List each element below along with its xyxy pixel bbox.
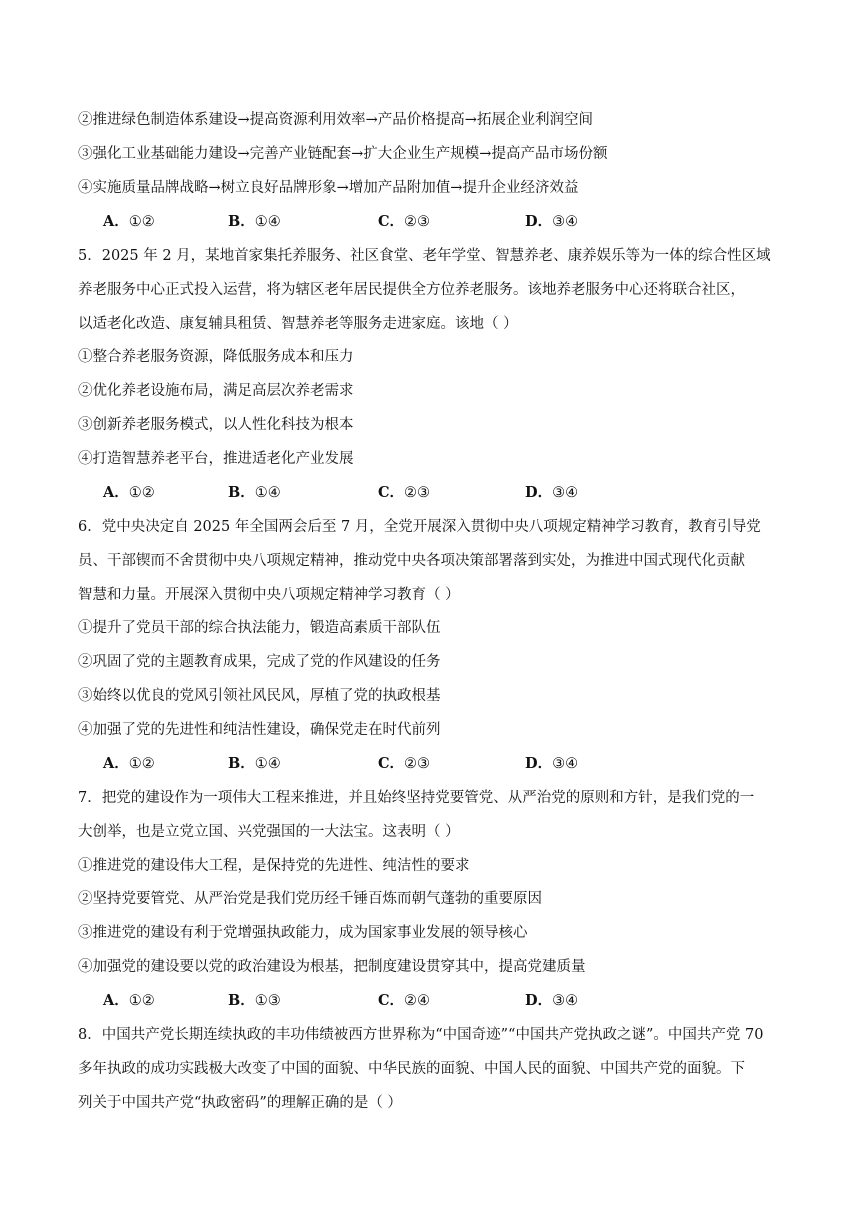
q4-option-a: A．①② (103, 213, 155, 230)
q6-stem-line-1: 6．党中央决定自 2025 年全国两会后至 7 月，全党开展深入贯彻中央八项规定精神学习教育，教育引导党 (78, 519, 761, 535)
q8-stem-line-3: 列关于中国共产党“执政密码”的理解正确的是（ ） (78, 1095, 402, 1111)
q6-stem-line-2: 员、干部锲而不舍贯彻中央八项规定精神，推动党中央各项决策部署落到实处，为推进中国式现代化贡献 (78, 553, 745, 569)
q5-stem-line-2: 养老服务中心正式投入运营，将为辖区老年居民提供全方位养老服务。该地养老服务中心还将联合社区， (78, 282, 745, 298)
q5-item-2: ②优化养老设施布局，满足高层次养老需求 (78, 383, 354, 399)
q5-item-3: ③创新养老服务模式，以人性化科技为根本 (78, 417, 354, 433)
q7-option-d: D．③④ (525, 992, 579, 1009)
q5-item-1: ①整合养老服务资源，降低服务成本和压力 (78, 349, 354, 365)
q5-stem-line-1: 5．2025 年 2 月，某地首家集托养服务、社区食堂、老年学堂、智慧养老、康养娱乐等为一体的综合性区域 (78, 248, 771, 264)
q5-option-b: B．①④ (228, 484, 281, 501)
q7-option-c: C．②④ (378, 992, 431, 1009)
q7-stem-line-1: 7．把党的建设作为一项伟大工程来推进，并且始终坚持党要管党、从严治党的原则和方针，是我们党的一 (78, 790, 755, 806)
q6-option-a: A．①② (103, 755, 155, 772)
q6-option-b: B．①④ (228, 755, 281, 772)
q4-item-2: ②推进绿色制造体系建设→提高资源利用效率→产品价格提高→拓展企业利润空间 (78, 112, 593, 128)
q5-option-a: A．①② (103, 484, 155, 501)
q4-item-4: ④实施质量品牌战略→树立良好品牌形象→增加产品附加值→提升企业经济效益 (78, 180, 579, 196)
q6-item-4: ④加强了党的先进性和纯洁性建设，确保党走在时代前列 (78, 722, 441, 738)
q6-item-1: ①提升了党员干部的综合执法能力，锻造高素质干部队伍 (78, 620, 441, 636)
q7-stem-line-2: 大创举，也是立党立国、兴党强国的一大法宝。这表明（ ） (78, 824, 460, 840)
q4-item-3: ③强化工业基础能力建设→完善产业链配套→扩大企业生产规模→提高产品市场份额 (78, 146, 608, 162)
q5-stem-line-3: 以适老化改造、康复辅具租赁、智慧养老等服务走进家庭。该地（ ） (78, 316, 518, 332)
q8-stem-line-2: 多年执政的成功实践极大改变了中国的面貌、中华民族的面貌、中国人民的面貌、中国共产党的面貌。下 (78, 1061, 745, 1077)
q8-stem-line-1: 8．中国共产党长期连续执政的丰功伟绩被西方世界称为“中国奇迹”“中国共产党执政之谜”。中国共产党 70 (78, 1027, 764, 1043)
q6-item-2: ②巩固了党的主题教育成果，完成了党的作风建设的任务 (78, 654, 441, 670)
q7-option-b: B．①③ (228, 992, 281, 1009)
q5-item-4: ④打造智慧养老平台，推进适老化产业发展 (78, 451, 354, 467)
q6-item-3: ③始终以优良的党风引领社风民风，厚植了党的执政根基 (78, 688, 441, 704)
q6-option-d: D．③④ (525, 755, 579, 772)
q4-option-c: C．②③ (378, 213, 431, 230)
q7-option-a: A．①② (103, 992, 155, 1009)
q4-option-b: B．①④ (228, 213, 281, 230)
q5-option-c: C．②③ (378, 484, 431, 501)
q7-item-1: ①推进党的建设伟大工程，是保持党的先进性、纯洁性的要求 (78, 858, 470, 874)
q5-option-d: D．③④ (525, 484, 579, 501)
q7-item-3: ③推进党的建设有利于党增强执政能力，成为国家事业发展的领导核心 (78, 925, 528, 941)
q6-stem-line-3: 智慧和力量。开展深入贯彻中央八项规定精神学习教育（ ） (78, 587, 460, 603)
q7-item-4: ④加强党的建设要以党的政治建设为根基，把制度建设贯穿其中，提高党建质量 (78, 959, 586, 975)
q7-item-2: ②坚持党要管党、从严治党是我们党历经千锤百炼而朝气蓬勃的重要原因 (78, 891, 542, 907)
q6-option-c: C．②③ (378, 755, 431, 772)
q4-option-d: D．③④ (525, 213, 579, 230)
